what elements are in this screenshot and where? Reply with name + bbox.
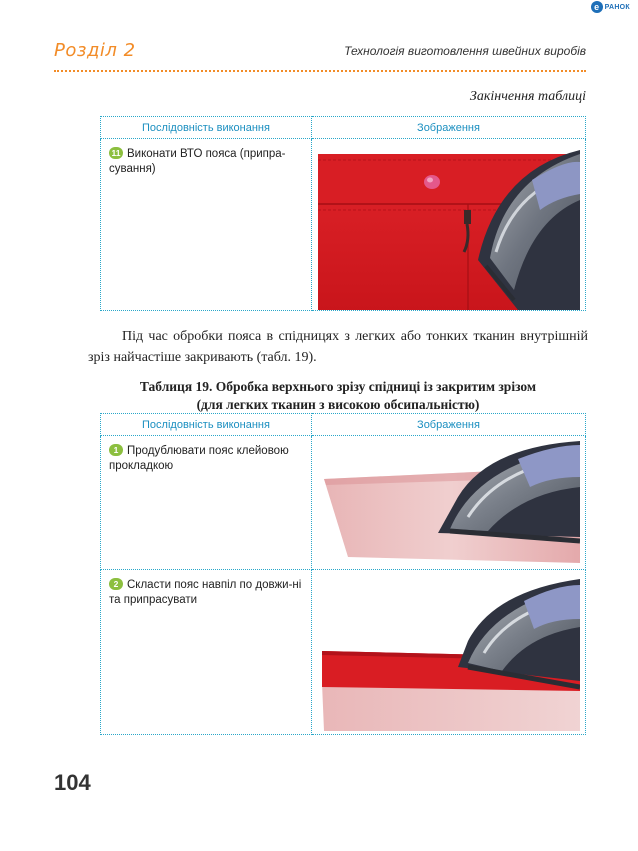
table-19-caption-line1: Таблиця 19. Обробка верхнього зрізу спідниці із закритим зрізом [139, 379, 537, 394]
logo-mark: e [591, 1, 603, 13]
image-cell [312, 139, 586, 311]
running-header: Технологія виготовлення швейних виробів [344, 44, 586, 58]
step-text: Продублювати пояс клейовою прокладкою [109, 445, 289, 472]
col-header-image: Зображення [312, 117, 586, 139]
step-text: Скласти пояс навпіл по довжи-ні та припрасувати [109, 579, 302, 606]
table-19 [100, 413, 586, 735]
table-19-caption [88, 378, 588, 414]
image-cell [312, 436, 586, 570]
logo-word: РАНОК [604, 3, 630, 11]
table-19-caption-line2: (для легких тканин з високою обсипальністю) [196, 397, 480, 412]
table-row [101, 436, 586, 570]
fusing-interfacing-photo [318, 437, 580, 569]
section-title: Розділ 2 [54, 40, 136, 61]
header-divider [54, 70, 586, 72]
col-header-step: Послідовність виконання [101, 117, 312, 139]
table-continuation [100, 116, 586, 311]
col-header-step: Послідовність виконання [101, 414, 312, 436]
col-header-image: Зображення [312, 414, 586, 436]
step-number-badge: 2 [109, 578, 123, 590]
step-cell [101, 436, 312, 570]
table-row [101, 570, 586, 735]
page-number: 104 [54, 770, 91, 795]
step-number-badge: 1 [109, 444, 123, 456]
ironing-waistband-photo [318, 140, 580, 310]
step-number-badge: 11 [109, 147, 123, 159]
step-cell [101, 139, 312, 311]
image-cell [312, 570, 586, 735]
step-text: Виконати ВТО пояса (припра-сування) [109, 148, 286, 175]
publisher-logo [591, 0, 630, 14]
table-end-caption: Закінчення таблиці [469, 89, 586, 104]
step-cell [101, 570, 312, 735]
body-paragraph: Під час обробки пояса в спідницях з легких або тонких тканин внутрішній зріз найчастіше закривають (табл. 19). [88, 329, 588, 365]
table-row [101, 139, 586, 311]
folding-waistband-photo [318, 571, 580, 734]
